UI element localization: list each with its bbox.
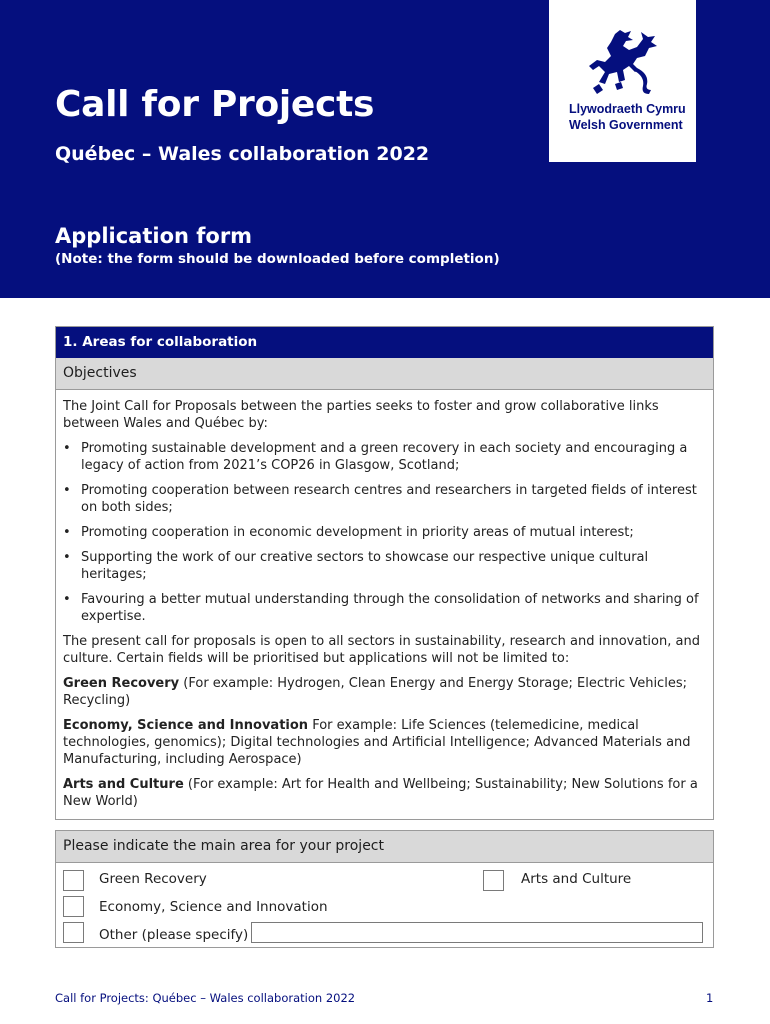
- area-arts-culture: [63, 776, 703, 810]
- application-form-heading: Application form: [55, 224, 253, 248]
- logo-welsh-name: Llywodraeth Cymru: [569, 102, 686, 116]
- area-name: Arts and Culture: [63, 777, 184, 792]
- green-recovery-label: Green Recovery: [99, 871, 207, 887]
- welsh-government-logo: [549, 0, 696, 162]
- objectives-list: [63, 440, 703, 625]
- arts-and-culture-checkbox[interactable]: [483, 870, 504, 891]
- area-detail: (For example: Art for Health and Wellbeing; Sustainability; New Solutions for a New World): [63, 777, 698, 809]
- bullet-icon: •: [63, 525, 71, 540]
- page-subtitle: Québec – Wales collaboration 2022: [55, 143, 430, 165]
- page-number: 1: [706, 991, 714, 1005]
- bullet-icon: •: [63, 550, 71, 565]
- footer-text: Call for Projects: Québec – Wales collaboration 2022: [55, 991, 356, 1005]
- list-item-text: Promoting cooperation between research centres and researchers in targeted fields of interest on both sides;: [81, 483, 697, 515]
- list-item-text: Promoting sustainable development and a green recovery in each society and encouraging a legacy of action from 2021’s COP26 in Glasgow, Scotland;: [81, 441, 688, 473]
- area-detail: (For example: Hydrogen, Clean Energy and Energy Storage; Electric Vehicles; Recycling): [63, 676, 687, 708]
- area-economy-science-innovation: [63, 717, 703, 768]
- download-note: (Note: the form should be downloaded before completion): [55, 251, 500, 267]
- list-item: [63, 524, 703, 541]
- section-heading: 1. Areas for collaboration: [56, 327, 713, 358]
- objectives-heading: Objectives: [56, 358, 713, 390]
- main-area-selection-section: [55, 830, 714, 948]
- areas-for-collaboration-section: [55, 326, 714, 820]
- other-specify-field[interactable]: [251, 922, 703, 943]
- economy-science-innovation-label: Economy, Science and Innovation: [99, 899, 328, 915]
- logo-english-name: Welsh Government: [569, 118, 683, 132]
- list-item: [63, 482, 703, 516]
- main-area-heading: Please indicate the main area for your project: [56, 831, 713, 863]
- list-item: [63, 591, 703, 625]
- bullet-icon: •: [63, 441, 71, 456]
- list-item: [63, 440, 703, 474]
- list-item-text: Promoting cooperation in economic development in priority areas of mutual interest;: [81, 525, 634, 540]
- bullet-icon: •: [63, 483, 71, 498]
- intro-text: The Joint Call for Proposals between the parties seeks to foster and grow collaborative links between Wales and Québec by:: [63, 399, 659, 431]
- header-banner: [0, 0, 770, 298]
- list-item: [63, 549, 703, 583]
- area-green-recovery: [63, 675, 703, 709]
- area-detail: For example: Life Sciences (telemedicine, medical technologies, genomics); Digital technologies and Artificial Intelligence; Advanced Materials and Manufacturing, including Aerospace): [63, 718, 691, 767]
- area-name: Economy, Science and Innovation: [63, 718, 309, 733]
- list-item-text: Favouring a better mutual understanding through the consolidation of networks and sharing of expertise.: [81, 592, 699, 624]
- welsh-dragon-icon: [585, 28, 661, 98]
- area-name: Green Recovery: [63, 676, 180, 691]
- page-title: Call for Projects: [55, 84, 375, 125]
- list-item-text: Supporting the work of our creative sectors to showcase our respective unique cultural heritages;: [81, 550, 649, 582]
- open-call-text: The present call for proposals is open to all sectors in sustainability, research and innovation, and culture. Certain fields will be prioritised but applications will not be limited to:: [63, 634, 700, 666]
- bullet-icon: •: [63, 592, 71, 607]
- economy-science-innovation-checkbox[interactable]: [63, 896, 84, 917]
- arts-and-culture-label: Arts and Culture: [521, 871, 632, 887]
- other-checkbox[interactable]: [63, 922, 84, 943]
- green-recovery-checkbox[interactable]: [63, 870, 84, 891]
- other-label: Other (please specify): [99, 927, 249, 943]
